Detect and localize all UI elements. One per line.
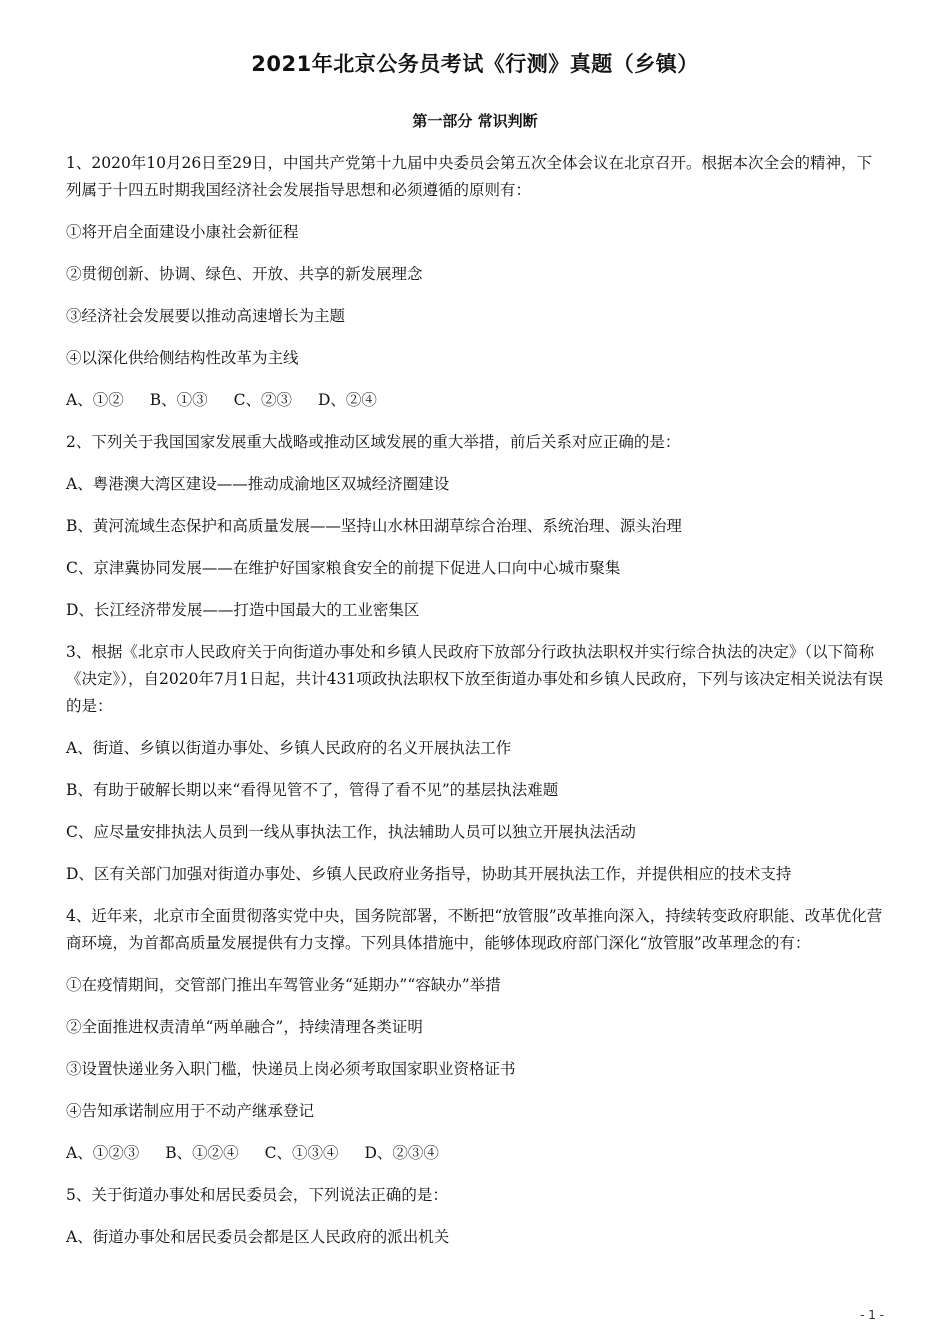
statement-item: ①将开启全面建设小康社会新征程 [66, 223, 299, 241]
answer-option: B、有助于破解长期以来“看得见管不了，管得了看不见”的基层执法难题 [66, 781, 559, 799]
answer-option: A、粤港澳大湾区建设——推动成渝地区双城经济圈建设 [66, 475, 450, 493]
question-stem: 5、关于街道办事处和居民委员会，下列说法正确的是： [66, 1186, 448, 1204]
document-title: 2021年北京公务员考试《行测》真题（乡镇） [251, 52, 699, 76]
answer-option: C、①③④ [264, 1144, 339, 1162]
question-stem: 2、下列关于我国国家发展重大战略或推动区域发展的重大举措，前后关系对应正确的是： [66, 433, 681, 451]
section-title: 第一部分 常识判断 [412, 112, 538, 130]
answer-option: A、街道办事处和居民委员会都是区人民政府的派出机关 [66, 1228, 450, 1246]
answer-option: C、②③ [233, 391, 292, 409]
answer-option: B、①③ [149, 391, 208, 409]
answer-option: D、区有关部门加强对街道办事处、乡镇人民政府业务指导，协助其开展执法工作，并提供相应的技术支持 [66, 865, 792, 883]
answer-option: A、①② [66, 391, 124, 409]
answer-option: D、②④ [317, 391, 377, 409]
answer-option: C、应尽量安排执法人员到一线从事执法工作，执法辅助人员可以独立开展执法活动 [66, 823, 636, 841]
statement-item: ②贯彻创新、协调、绿色、开放、共享的新发展理念 [66, 265, 423, 283]
document-body [66, 150, 886, 1266]
statement-item: ④以深化供给侧结构性改革为主线 [66, 349, 299, 367]
question-stem: 4、近年来，北京市全面贯彻落实党中央，国务院部署，不断把“放管服”改革推向深入，持续转变政府职能、改革优化营商环境，为首都高质量发展提供有力支撑。下列具体措施中，能够体现政府部门深化“放管服”改革理念的有： [66, 907, 883, 952]
statement-item: ④告知承诺制应用于不动产继承登记 [66, 1102, 315, 1120]
answer-option: A、街道、乡镇以街道办事处、乡镇人民政府的名义开展执法工作 [66, 739, 512, 757]
question-stem: 3、根据《北京市人民政府关于向街道办事处和乡镇人民政府下放部分行政执法职权并实行综合执法的决定》（以下简称《决定》），自2020年7月1日起，共计431项政执法职权下放至街道办事处和乡镇人民政府，下列与该决定相关说法有误的是： [66, 643, 884, 715]
answer-options [66, 387, 886, 414]
answer-option: B、黄河流域生态保护和高质量发展——坚持山水林田湖草综合治理、系统治理、源头治理 [66, 517, 682, 535]
answer-option: A、①②③ [66, 1144, 140, 1162]
question-stem: 1、2020年10月26日至29日，中国共产党第十九届中央委员会第五次全体会议在北京召开。根据本次全会的精神，下列属于十四五时期我国经济社会发展指导思想和必须遵循的原则有： [66, 154, 872, 199]
answer-option: D、②③④ [364, 1144, 439, 1162]
statement-item: ①在疫情期间，交管部门推出车驾管业务“延期办”“容缺办”举措 [66, 976, 501, 994]
statement-item: ②全面推进权责清单“两单融合”，持续清理各类证明 [66, 1018, 423, 1036]
answer-option: D、长江经济带发展——打造中国最大的工业密集区 [66, 601, 420, 619]
page-number: - 1 - [860, 1308, 884, 1322]
statement-item: ③设置快递业务入职门槛，快递员上岗必须考取国家职业资格证书 [66, 1060, 516, 1078]
statement-item: ③经济社会发展要以推动高速增长为主题 [66, 307, 346, 325]
answer-option: C、京津冀协同发展——在维护好国家粮食安全的前提下促进人口向中心城市聚集 [66, 559, 621, 577]
answer-options [66, 1140, 886, 1167]
answer-option: B、①②④ [165, 1144, 239, 1162]
